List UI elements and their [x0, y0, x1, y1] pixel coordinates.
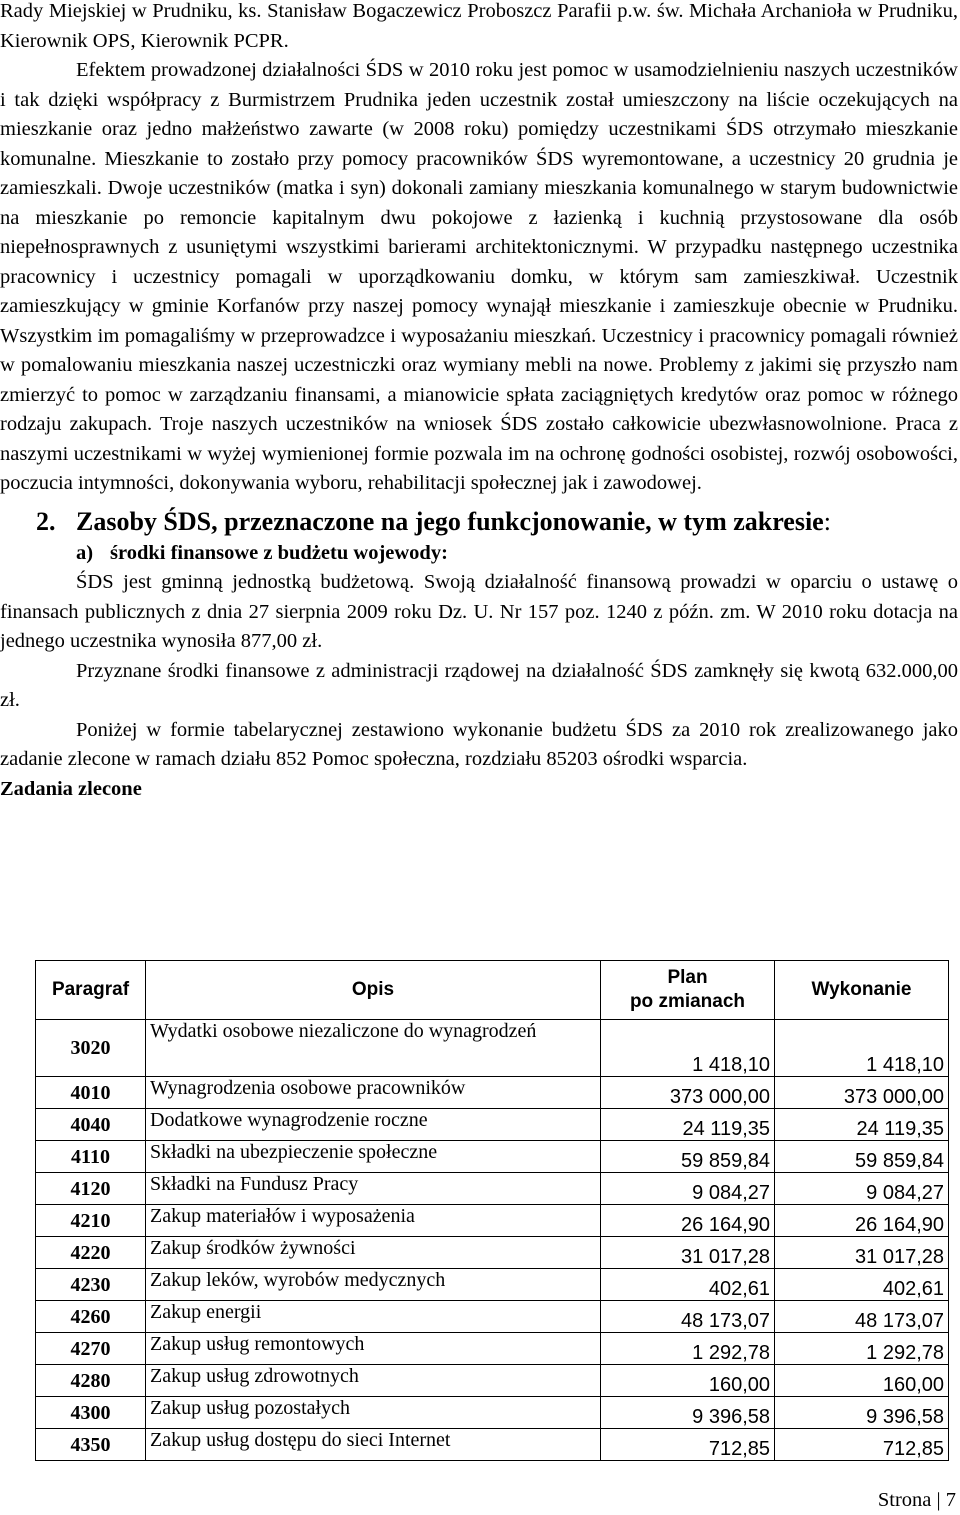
cell-plan: 1 292,78 [601, 1333, 775, 1365]
cell-wykonanie: 160,00 [775, 1365, 949, 1397]
table-row [36, 1205, 949, 1237]
cell-plan: 1 418,10 [601, 1020, 775, 1077]
cell-opis: Zakup leków, wyrobów medycznych [146, 1269, 601, 1301]
cell-plan: 48 173,07 [601, 1301, 775, 1333]
cell-plan: 24 119,35 [601, 1109, 775, 1141]
header-plan-line2: po zmianach [629, 991, 746, 1012]
page-footer [878, 1488, 956, 1512]
table-row [36, 1397, 949, 1429]
cell-opis: Zakup usług zdrowotnych [146, 1365, 601, 1397]
subsection-title: środki finansowe z budżetu wojewody: [110, 541, 448, 564]
subsection-heading [76, 539, 958, 569]
cell-opis: Wydatki osobowe niezaliczone do wynagrodzeń [146, 1020, 601, 1077]
cell-wykonanie: 9 084,27 [775, 1173, 949, 1205]
zadania-heading: Zadania zlecone [0, 777, 142, 800]
table-row [36, 1141, 949, 1173]
cell-plan: 59 859,84 [601, 1141, 775, 1173]
paragraph-continuation: Rady Miejskiej w Prudniku, ks. Stanisław Bogaczewicz Proboszcz Parafii p.w. św. Michała Archanioła w Prudniku, Kierownik OPS, Kierownik PCPR. [0, 0, 958, 52]
cell-opis: Zakup materiałów i wyposażenia [146, 1205, 601, 1237]
cell-plan: 712,85 [601, 1429, 775, 1461]
cell-plan: 26 164,90 [601, 1205, 775, 1237]
cell-paragraf: 4040 [36, 1109, 146, 1141]
table-row [36, 1077, 949, 1109]
page-number: 7 [945, 1489, 956, 1511]
cell-plan: 402,61 [601, 1269, 775, 1301]
cell-paragraf: 4010 [36, 1077, 146, 1109]
section-number: 2. [36, 506, 56, 536]
cell-opis: Zakup środków żywności [146, 1237, 601, 1269]
paragraph-table-intro: Poniżej w formie tabelarycznej zestawiono wykonanie budżetu ŚDS za 2010 rok zrealizowanego jako zadanie zlecone w ramach działu 852 Pomoc społeczna, rozdziału 85203 ośrodki wsparcia. [0, 718, 958, 770]
cell-paragraf: 4260 [36, 1301, 146, 1333]
table-row [36, 1365, 949, 1397]
cell-paragraf: 4350 [36, 1429, 146, 1461]
subsection-label: a) [76, 541, 94, 564]
cell-wykonanie: 48 173,07 [775, 1301, 949, 1333]
cell-opis: Zakup usług remontowych [146, 1333, 601, 1365]
cell-wykonanie: 31 017,28 [775, 1237, 949, 1269]
header-paragraf: Paragraf [36, 961, 146, 1020]
cell-opis: Zakup energii [146, 1301, 601, 1333]
footer-label: Strona [877, 1489, 932, 1511]
cell-paragraf: 4230 [36, 1269, 146, 1301]
footer-separator: | [936, 1489, 941, 1511]
header-wykonanie: Wykonanie [775, 961, 949, 1020]
table-row [36, 1237, 949, 1269]
cell-paragraf: 4110 [36, 1141, 146, 1173]
budget-table [35, 960, 949, 1461]
table-row [36, 1109, 949, 1141]
section-title: Zasoby ŚDS, przeznaczone na jego funkcjonowanie, w tym zakresie [76, 506, 824, 536]
cell-wykonanie: 402,61 [775, 1269, 949, 1301]
cell-opis: Wynagrodzenia osobowe pracowników [146, 1077, 601, 1109]
cell-paragraf: 4220 [36, 1237, 146, 1269]
cell-wykonanie: 712,85 [775, 1429, 949, 1461]
cell-wykonanie: 9 396,58 [775, 1397, 949, 1429]
cell-paragraf: 4120 [36, 1173, 146, 1205]
table-header-row [36, 961, 949, 1020]
cell-opis: Zakup usług dostępu do sieci Internet [146, 1429, 601, 1461]
cell-wykonanie: 59 859,84 [775, 1141, 949, 1173]
cell-paragraf: 4280 [36, 1365, 146, 1397]
table-row [36, 1173, 949, 1205]
cell-wykonanie: 1 418,10 [775, 1020, 949, 1077]
cell-paragraf: 3020 [36, 1020, 146, 1077]
cell-wykonanie: 24 119,35 [775, 1109, 949, 1141]
cell-plan: 160,00 [601, 1365, 775, 1397]
cell-opis: Zakup usług pozostałych [146, 1397, 601, 1429]
table-row [36, 1269, 949, 1301]
cell-wykonanie: 373 000,00 [775, 1077, 949, 1109]
paragraph-effects: Efektem prowadzonej działalności ŚDS w 2010 roku jest pomoc w usamodzielnieniu naszych uczestników i tak dzięki współpracy z Burmistrzem Prudnika jeden uczestnik został umieszczony na liście oczekujących na mieszkanie oraz jedno małżeństwo zawarte (w 2008 roku) pomiędzy uczestnikami ŚDS otrzymało mieszkanie komunalne. Mieszkanie to zostało przy pomocy pracowników ŚDS wyremontowane, a uczestnicy 20 grudnia je zamieszkali. Dwoje uczestników (matka i syn) dokonali zamiany mieszkania komunalnego w starym budownictwie na mieszkanie po remoncie kapitalnym dwu pokojowe z łazienką i kuchnią przystosowane dla osób niepełnosprawnych z usuniętymi wszystkimi barierami architektonicznymi. W przypadku następnego uczestnika pracownicy i uczestnicy pomagali w uporządkowaniu domku, w którym sam zamieszkiwał. Uczestnik zamieszkujący w gminie Korfanów przy naszej pomocy wynajął mieszkanie i zamieszkuje obecnie w Prudniku. Wszystkim im pomagaliśmy w przeprowadzce i wyposażaniu mieszkań. Uczestnicy i pracownicy pomagali również w pomalowaniu mieszkania naszej uczestniczki oraz wymiany mebli na nowe. Problemy z jakimi się przyszło nam zmierzyć to pomoc w zarządzaniu finansami, a mianowicie spłata zaciągniętych kredytów oraz pomoc w różnego rodzaju zakupach. Troje naszych uczestników na wniosek ŚDS zostało całkowicie ubezwłasnowolnione. Praca z naszymi uczestnikami w wyżej wymienionej formie pozwala im na ochronę godności osobistej, rozwój osobowości, poczucia intymności, dokonywania wyboru, rehabilitacji społecznej jak i zawodowej. [0, 59, 958, 494]
cell-wykonanie: 1 292,78 [775, 1333, 949, 1365]
cell-opis: Składki na Fundusz Pracy [146, 1173, 601, 1205]
table-row [36, 1429, 949, 1461]
header-plan [601, 961, 775, 1020]
paragraph-budget-unit: ŚDS jest gminną jednostką budżetową. Swoją działalność finansową prowadzi w oparciu o ustawę o finansach publicznych z dnia 27 sierpnia 2009 roku Dz. U. Nr 157 poz. 1240 z późn. zm. W 2010 roku dotacja na jednego uczestnika wynosiła 877,00 zł. [0, 571, 958, 652]
table-row [36, 1301, 949, 1333]
cell-plan: 9 084,27 [601, 1173, 775, 1205]
cell-paragraf: 4300 [36, 1397, 146, 1429]
cell-plan: 373 000,00 [601, 1077, 775, 1109]
section-colon: : [823, 506, 831, 536]
cell-opis: Składki na ubezpieczenie społeczne [146, 1141, 601, 1173]
cell-plan: 31 017,28 [601, 1237, 775, 1269]
table-row [36, 1020, 949, 1077]
cell-opis: Dodatkowe wynagrodzenie roczne [146, 1109, 601, 1141]
paragraph-funds: Przyznane środki finansowe z administracji rządowej na działalność ŚDS zamknęły się kwotą 632.000,00 zł. [0, 659, 958, 711]
header-plan-line1: Plan [667, 967, 708, 988]
cell-paragraf: 4270 [36, 1333, 146, 1365]
table-row [36, 1333, 949, 1365]
header-opis: Opis [146, 961, 601, 1020]
cell-wykonanie: 26 164,90 [775, 1205, 949, 1237]
cell-plan: 9 396,58 [601, 1397, 775, 1429]
cell-paragraf: 4210 [36, 1205, 146, 1237]
section-heading [36, 505, 958, 539]
